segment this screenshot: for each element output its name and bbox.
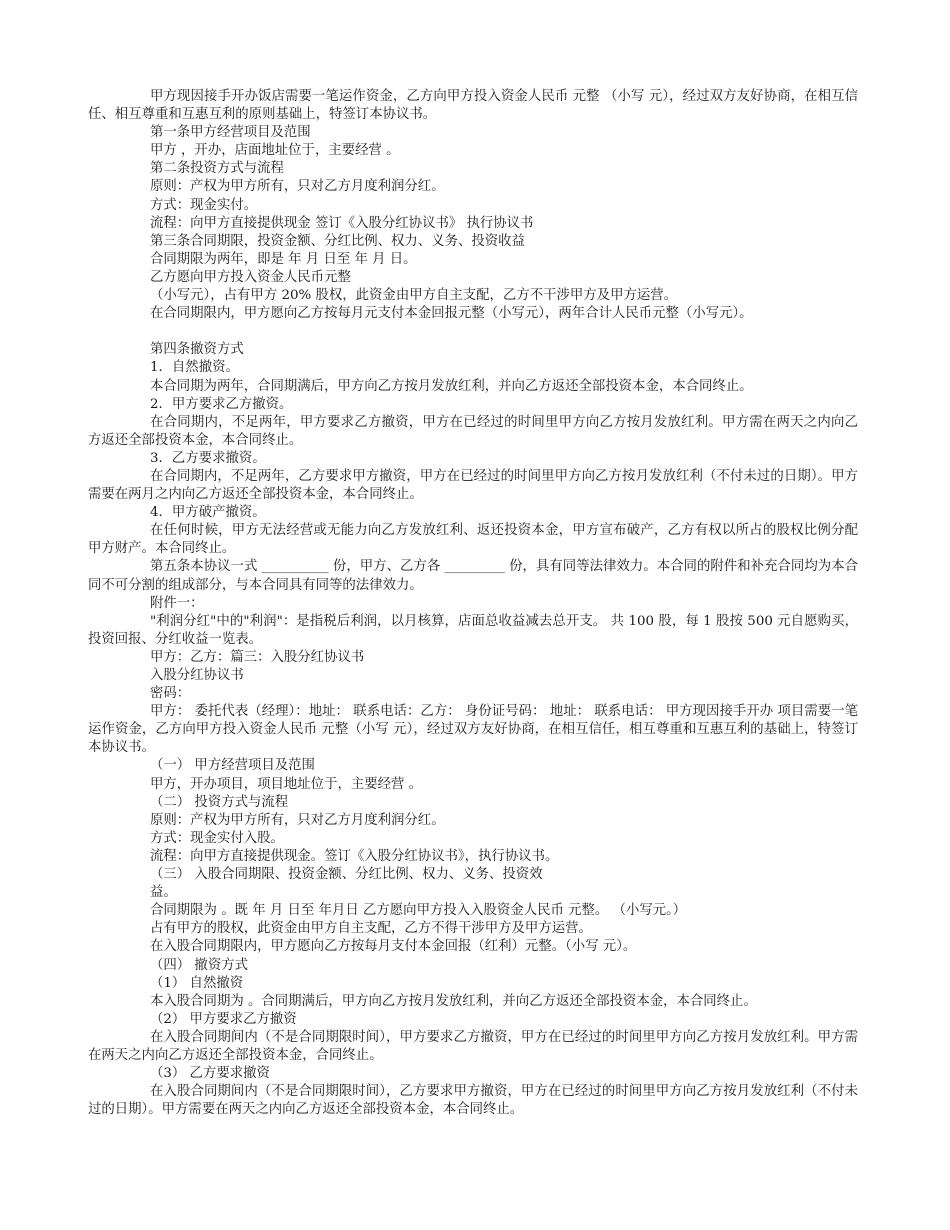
blank-line [88,323,858,341]
section-3-heading-cont: 益。 [150,885,177,901]
section-3-term: 合同期限为 。既 年 月 日至 年月日 乙方愿向甲方投入入股资金人民币 元整。 （小写元。） [150,903,687,919]
section-4-heading: （四） 撤资方式 [150,957,248,973]
section-4-item-1: （1） 自然撤资 [150,975,244,991]
article-3-investment: 乙方愿向甲方投入资金人民币元整 [150,269,351,285]
document-body [88,88,858,1119]
article-1-text: 甲方 ，开办，店面地址位于，主要经营 。 [150,143,400,159]
article-2-process: 流程：向甲方直接提供现金 签订《入股分红协议书》 执行协议书 [150,215,534,231]
section-2-heading: （二） 投资方式与流程 [150,794,289,810]
signature-line: 甲方：乙方：篇三：入股分红协议书 [150,649,365,665]
article-4-item-1: 1．自然撤资。 [150,360,239,376]
section-3-equity: 占有甲方的股权，此资金由甲方自主支配，乙方不得干涉甲方及甲方运营。 [150,921,592,937]
article-3-equity: （小写元），占有甲方 20% 股权，此资金由甲方自主支配，乙方不干涉甲方及甲方运营。 [150,288,678,304]
article-4-heading: 第四条撤资方式 [150,342,244,358]
section-2-method: 方式：现金实付入股。 [150,830,284,846]
article-3-term: 合同期限为两年，即是 年 月 日至 年 月 日。 [150,251,417,267]
article-4-item-4: 4．甲方破产撤资。 [150,505,266,521]
article-5-text: 第五条本协议一式 __________ 份，甲方、乙方各 _________ 份，具有同等法律效力。本合同的附件和补充合同均为本合同不可分割的组成部分，与本合同具有同等的法律效力。 [88,559,858,593]
section-2-principle: 原则：产权为甲方所有，只对乙方月度利润分红。 [150,812,445,828]
article-4-item-2-text: 在合同期内，不足两年，甲方要求乙方撤资，甲方在已经过的时间里甲方向乙方按月发放红利。甲方需在两天之内向乙方返还全部投资本金，本合同终止。 [88,414,858,448]
attachment-text: "利润分红"中的"利润"：是指税后利润，以月核算，店面总收益减去总开支。 共 100 股，每 1 股按 500 元自愿购买，投资回报、分红收益一览表。 [88,613,858,647]
attachment-heading: 附件一： [150,595,204,611]
article-2-principle: 原则：产权为甲方所有，只对乙方月度利润分红。 [150,179,445,195]
parties-paragraph: 甲方： 委托代表（经理）：地址： 联系电话：乙方： 身份证号码： 地址： 联系电话： 甲方现因接手开办 项目需要一笔运作资金，乙方向甲方投入资金人民币 元整（小写 元），经过双方友好协商，在相互信任，相互尊重和互惠互利的基础上，特签订本协议书。 [88,704,858,756]
article-4-item-2: 2．甲方要求乙方撤资。 [150,396,293,412]
article-4-item-4-text: 在任何时候，甲方无法经营或无能力向乙方发放红利、返还投资本金，甲方宣布破产，乙方有权以所占的股权比例分配甲方财产。本合同终止。 [88,523,858,557]
section-4-item-2: （2） 甲方要求乙方撤资 [150,1011,297,1027]
section-1-text: 甲方，开办项目，项目地址位于，主要经营 。 [150,776,423,792]
section-4-item-2-text: 在入股合同期间内（不是合同期限时间），甲方要求乙方撤资，甲方在已经过的时间里甲方向乙方按月发放红利。甲方需在两天之内向乙方返还全部投资本金，合同终止。 [88,1029,858,1063]
section-4-item-1-text: 本入股合同期为 。合同期满后，甲方向乙方按月发放红利，并向乙方返还全部投资本金，本合同终止。 [150,993,757,1009]
section-2-process: 流程：向甲方直接提供现金。签订《入股分红协议书》，执行协议书。 [150,848,559,864]
section-3-heading: （三） 入股合同期限、投资金额、分红比例、权力、义务、投资效 [150,867,543,883]
section-1-heading: （一） 甲方经营项目及范围 [150,758,315,774]
section-4-item-3: （3） 乙方要求撤资 [150,1066,270,1082]
article-2-method: 方式：现金实付。 [150,197,258,213]
password-line: 密码： [150,686,191,702]
article-3-heading: 第三条合同期限，投资金额、分红比例、权力、义务、投资收益 [150,233,525,249]
section-3-return: 在入股合同期限内，甲方愿向乙方按每月支付本金回报（红利）元整。（小写 元）。 [150,939,637,955]
article-3-return: 在合同期限内，甲方愿向乙方按每月元支付本金回报元整（小写元），两年合计人民币元整（小写元）。 [150,306,753,322]
section-4-item-3-text: 在入股合同期间内（不是合同期限时间），乙方要求甲方撤资，甲方在已经过的时间里甲方向乙方按月发放红利（不付未过的日期）。甲方需要在两天之内向乙方返还全部投资本金，本合同终止。 [88,1084,858,1118]
article-4-item-3: 3．乙方要求撤资。 [150,450,266,466]
article-4-item-1-text: 本合同期为两年，合同期满后，甲方向乙方按月发放红利，并向乙方返还全部投资本金，本合同终止。 [150,378,753,394]
article-4-item-3-text: 在合同期内，不足两年，乙方要求甲方撤资，甲方在已经过的时间里甲方向乙方按月发放红利（不付未过的日期）。甲方需要在两月之内向乙方返还全部投资本金，本合同终止。 [88,468,858,503]
article-2-heading: 第二条投资方式与流程 [150,161,284,177]
section-title: 入股分红协议书 [150,668,244,683]
intro-paragraph: 甲方现因接手开办饭店需要一笔运作资金，乙方向甲方投入资金人民币 元整 （小写 元），经过双方友好协商，在相互信任、相互尊重和互惠互利的原则基础上，特签订本协议书。 [88,89,858,123]
article-1-heading: 第一条甲方经营项目及范围 [150,125,311,141]
